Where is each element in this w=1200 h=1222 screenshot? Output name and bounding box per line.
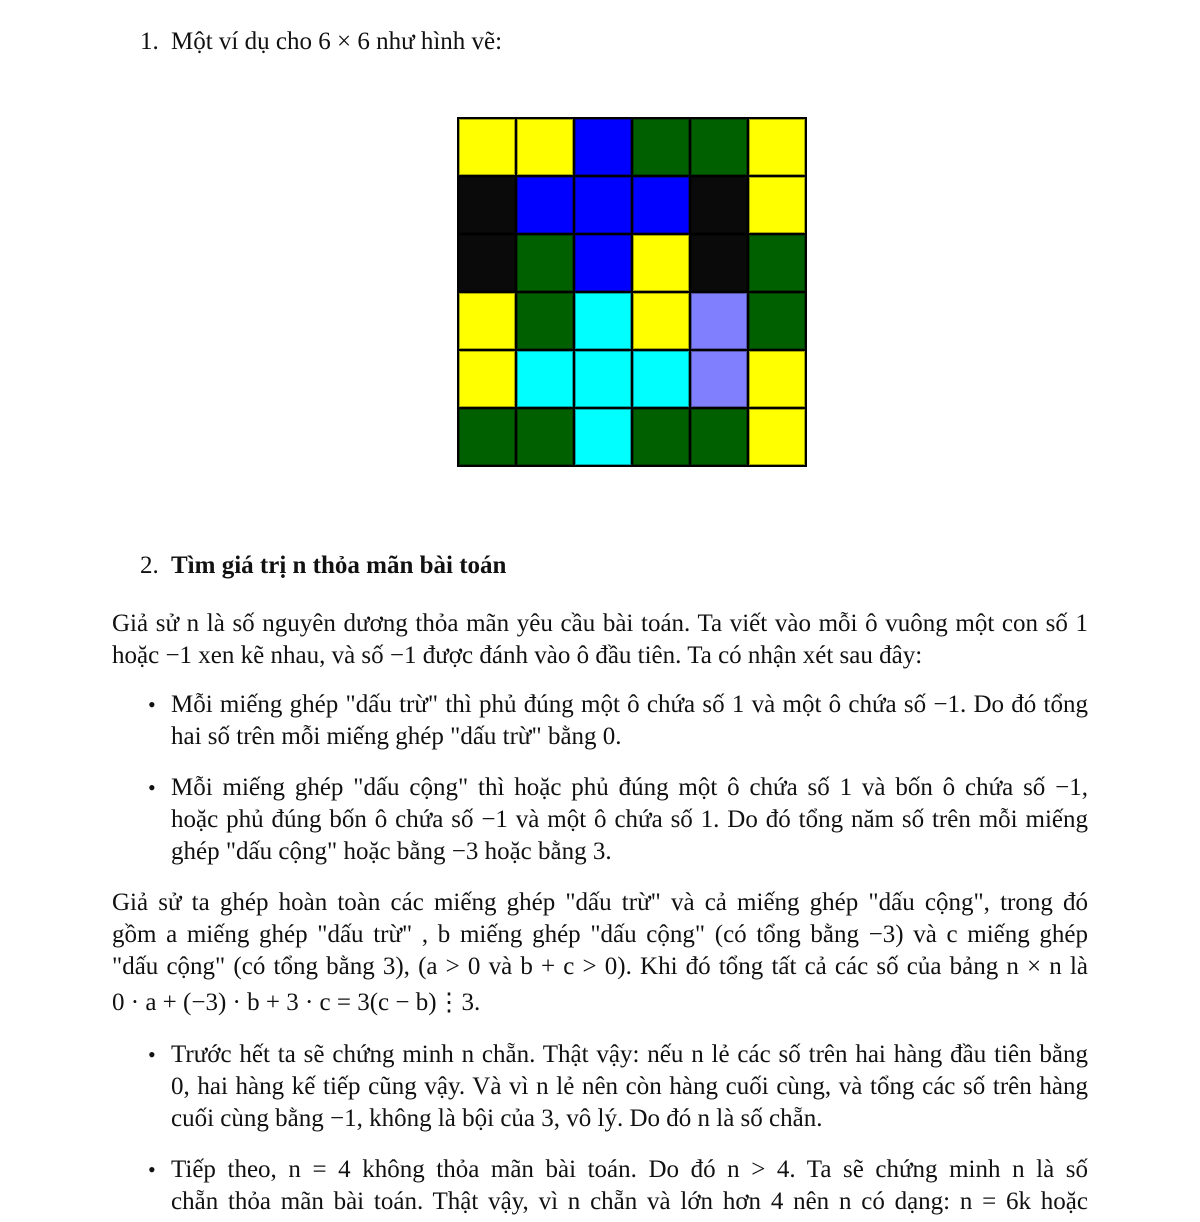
grid-cell bbox=[517, 351, 573, 407]
grid-cell bbox=[517, 177, 573, 233]
grid-cell bbox=[575, 177, 631, 233]
bullet-line: Tiếp theo, n = 4 không thỏa mãn bài toán. Do đó n > 4. Ta sẽ chứng minh n là số bbox=[171, 1156, 1088, 1183]
bullet-icon: • bbox=[148, 692, 156, 717]
grid-cell bbox=[633, 351, 689, 407]
grid-cell bbox=[459, 177, 515, 233]
item-number: 1. bbox=[140, 28, 159, 55]
grid-cell bbox=[749, 351, 805, 407]
grid-cell bbox=[517, 293, 573, 349]
grid-cell bbox=[575, 293, 631, 349]
example-grid-6x6 bbox=[457, 117, 807, 467]
grid-cell bbox=[575, 409, 631, 465]
grid-cell bbox=[633, 409, 689, 465]
grid-cell bbox=[633, 177, 689, 233]
grid-cell bbox=[691, 177, 747, 233]
grid-cell bbox=[749, 293, 805, 349]
grid-cell bbox=[459, 235, 515, 291]
grid-cell bbox=[749, 409, 805, 465]
grid-cell bbox=[459, 409, 515, 465]
bullet-line: ghép "dấu cộng" hoặc bằng −3 hoặc bằng 3. bbox=[171, 838, 612, 865]
paragraph-line: hoặc −1 xen kẽ nhau, và số −1 được đánh vào ô đầu tiên. Ta có nhận xét sau đây: bbox=[112, 642, 923, 669]
paragraph-line: Giả sử n là số nguyên dương thỏa mãn yêu cầu bài toán. Ta viết vào mỗi ô vuông một con số 1 bbox=[112, 610, 1088, 637]
grid-cell bbox=[575, 351, 631, 407]
grid-cell bbox=[633, 235, 689, 291]
grid-cell bbox=[517, 119, 573, 175]
grid-cell bbox=[691, 351, 747, 407]
bullet-line: Trước hết ta sẽ chứng minh n chẵn. Thật vậy: nếu n lẻ các số trên hai hàng đầu tiên bằng bbox=[171, 1041, 1088, 1068]
grid-cell bbox=[459, 293, 515, 349]
grid-cell bbox=[749, 119, 805, 175]
paragraph-line: gồm a miếng ghép "dấu trừ" , b miếng ghép "dấu cộng" (có tổng bằng −3) và c miếng ghép bbox=[112, 921, 1088, 948]
grid-cell bbox=[517, 235, 573, 291]
bullet-line: cuối cùng bằng −1, không là bội của 3, vô lý. Do đó n là số chẵn. bbox=[171, 1105, 823, 1132]
item-number: 2. bbox=[140, 552, 159, 579]
grid-cell bbox=[459, 351, 515, 407]
bullet-line: hoặc phủ đúng bốn ô chứa số −1 và một ô chứa số 1. Do đó tổng năm số trên mỗi miếng bbox=[171, 806, 1088, 833]
grid-cell bbox=[575, 235, 631, 291]
bullet-line: 0, hai hàng kế tiếp cũng vậy. Và vì n lẻ nên còn hàng cuối cùng, và tổng các số trên hàng bbox=[171, 1073, 1088, 1100]
grid-cell bbox=[749, 177, 805, 233]
grid-cell bbox=[575, 119, 631, 175]
item-text: Một ví dụ cho 6 × 6 như hình vẽ: bbox=[171, 28, 503, 55]
bullet-line: Mỗi miếng ghép "dấu cộng" thì hoặc phủ đúng một ô chứa số 1 và bốn ô chứa số −1, bbox=[171, 774, 1088, 801]
bullet-line: Mỗi miếng ghép "dấu trừ" thì phủ đúng một ô chứa số 1 và một ô chứa số −1. Do đó tổng bbox=[171, 691, 1088, 718]
paragraph-line: "dấu cộng" (có tổng bằng 3), (a > 0 và b + c > 0). Khi đó tổng tất cả các số của bảng n × n là bbox=[112, 953, 1088, 980]
grid-cell bbox=[633, 293, 689, 349]
section-heading: Tìm giá trị n thỏa mãn bài toán bbox=[171, 552, 507, 579]
grid-cell bbox=[459, 119, 515, 175]
bullet-icon: • bbox=[148, 775, 156, 800]
grid-cell bbox=[517, 409, 573, 465]
paragraph-line: 0 · a + (−3) · b + 3 · c = 3(c − b)⋮3. bbox=[112, 989, 481, 1016]
bullet-icon: • bbox=[148, 1157, 156, 1182]
grid-cell bbox=[691, 293, 747, 349]
grid-cell bbox=[691, 409, 747, 465]
grid-cell bbox=[691, 119, 747, 175]
bullet-line: hai số trên mỗi miếng ghép "dấu trừ" bằng 0. bbox=[171, 723, 622, 750]
bullet-line: chẵn thỏa mãn bài toán. Thật vậy, vì n chẵn và lớn hơn 4 nên n có dạng: n = 6k hoặc bbox=[171, 1188, 1088, 1215]
grid-cell bbox=[691, 235, 747, 291]
grid-cell bbox=[749, 235, 805, 291]
grid-cell bbox=[633, 119, 689, 175]
paragraph-line: Giả sử ta ghép hoàn toàn các miếng ghép "dấu trừ" và cả miếng ghép "dấu cộng", trong đó bbox=[112, 889, 1088, 916]
bullet-icon: • bbox=[148, 1042, 156, 1067]
